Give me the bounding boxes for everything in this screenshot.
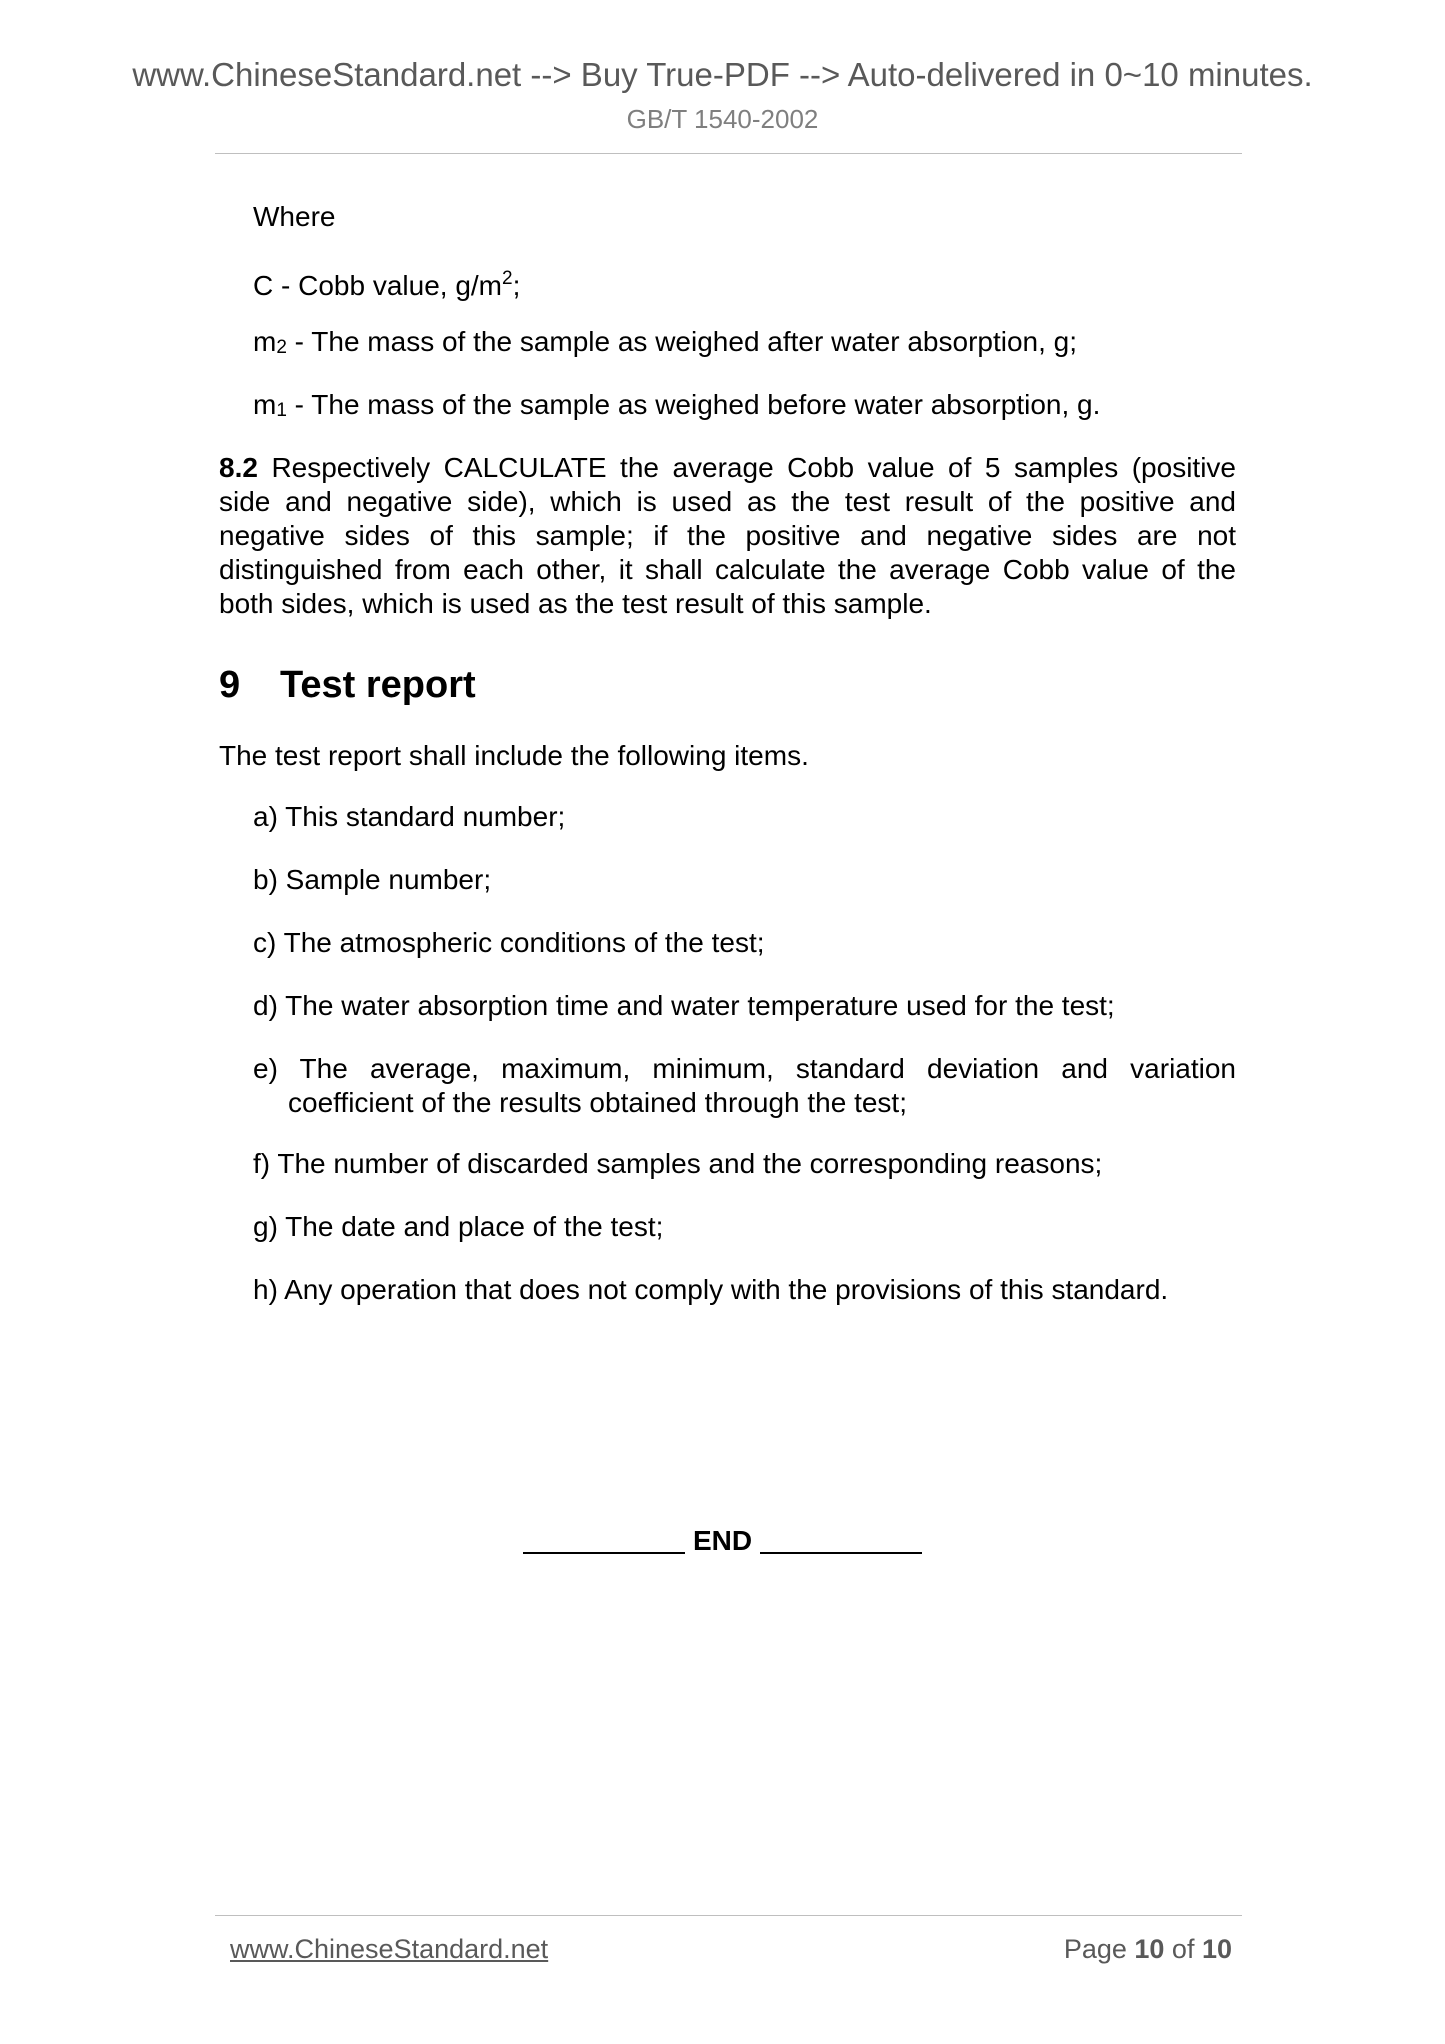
- report-item-f: f) The number of discarded samples and the corresponding reasons;: [253, 1148, 1103, 1179]
- m1-subscript: 1: [276, 400, 287, 421]
- header-banner: www.ChineseStandard.net --> Buy True-PDF --> Auto-delivered in 0~10 minutes.: [132, 56, 1313, 93]
- m1-text: - The mass of the sample as weighed before water absorption, g.: [286, 389, 1101, 420]
- section-9-title: Test report: [280, 664, 476, 706]
- clause-8-2: [219, 451, 1236, 621]
- clause-8-2-number: 8.2: [219, 452, 258, 483]
- report-item-e: [253, 1052, 1236, 1120]
- report-item-a: a) This standard number;: [253, 801, 566, 832]
- end-marker: [0, 1525, 1445, 1557]
- section-9-heading: [219, 664, 476, 707]
- report-item-g: g) The date and place of the test;: [253, 1211, 664, 1242]
- header-divider: [215, 153, 1242, 154]
- page-current: 10: [1134, 1934, 1165, 1964]
- report-item-e-line1: e) The average, maximum, minimum, standard deviation and variation: [253, 1053, 1236, 1084]
- c-definition: [253, 262, 520, 303]
- section-9-intro: The test report shall include the following items.: [219, 740, 809, 771]
- where-intro: Where: [253, 201, 336, 232]
- c-text: - Cobb value, g/m: [273, 270, 503, 301]
- c-suffix: ;: [512, 270, 521, 301]
- m2-subscript: 2: [276, 337, 287, 358]
- clause-8-2-text: Respectively CALCULATE the average Cobb value of 5 samples (positive side and negative side), which is used as the test result of the positive and negative sides of this sample; if the positive and negative sides are not distinguished from each other, it shall calculate the average Cobb value of the both sides, which is used as the test result of this sample.: [219, 452, 1236, 619]
- report-item-h: h) Any operation that does not comply with the provisions of this standard.: [253, 1274, 1169, 1305]
- end-text: END: [692, 1525, 753, 1556]
- footer-divider: [215, 1915, 1242, 1916]
- report-item-c: c) The atmospheric conditions of the test;: [253, 927, 765, 958]
- c-superscript: 2: [502, 268, 513, 289]
- page-total: 10: [1201, 1934, 1232, 1964]
- footer-site-link[interactable]: www.ChineseStandard.net: [230, 1934, 549, 1964]
- c-symbol: C: [253, 270, 274, 301]
- end-underline-left: [523, 1526, 685, 1554]
- page-of: of: [1164, 1934, 1202, 1964]
- m1-definition: [253, 388, 1100, 428]
- footer-page-number: [1064, 1934, 1232, 1965]
- report-item-d: d) The water absorption time and water temperature used for the test;: [253, 990, 1115, 1021]
- report-item-b: b) Sample number;: [253, 864, 492, 895]
- m1-symbol: m: [253, 389, 277, 420]
- end-underline-right: [760, 1526, 922, 1554]
- section-9-number: 9: [219, 664, 241, 706]
- report-item-e-line2: coefficient of the results obtained through the test;: [288, 1087, 907, 1118]
- m2-symbol: m: [253, 326, 277, 357]
- header-standard-code: GB/T 1540-2002: [626, 104, 819, 134]
- page-prefix: Page: [1063, 1934, 1135, 1964]
- m2-text: - The mass of the sample as weighed after water absorption, g;: [286, 326, 1078, 357]
- m2-definition: [253, 325, 1077, 365]
